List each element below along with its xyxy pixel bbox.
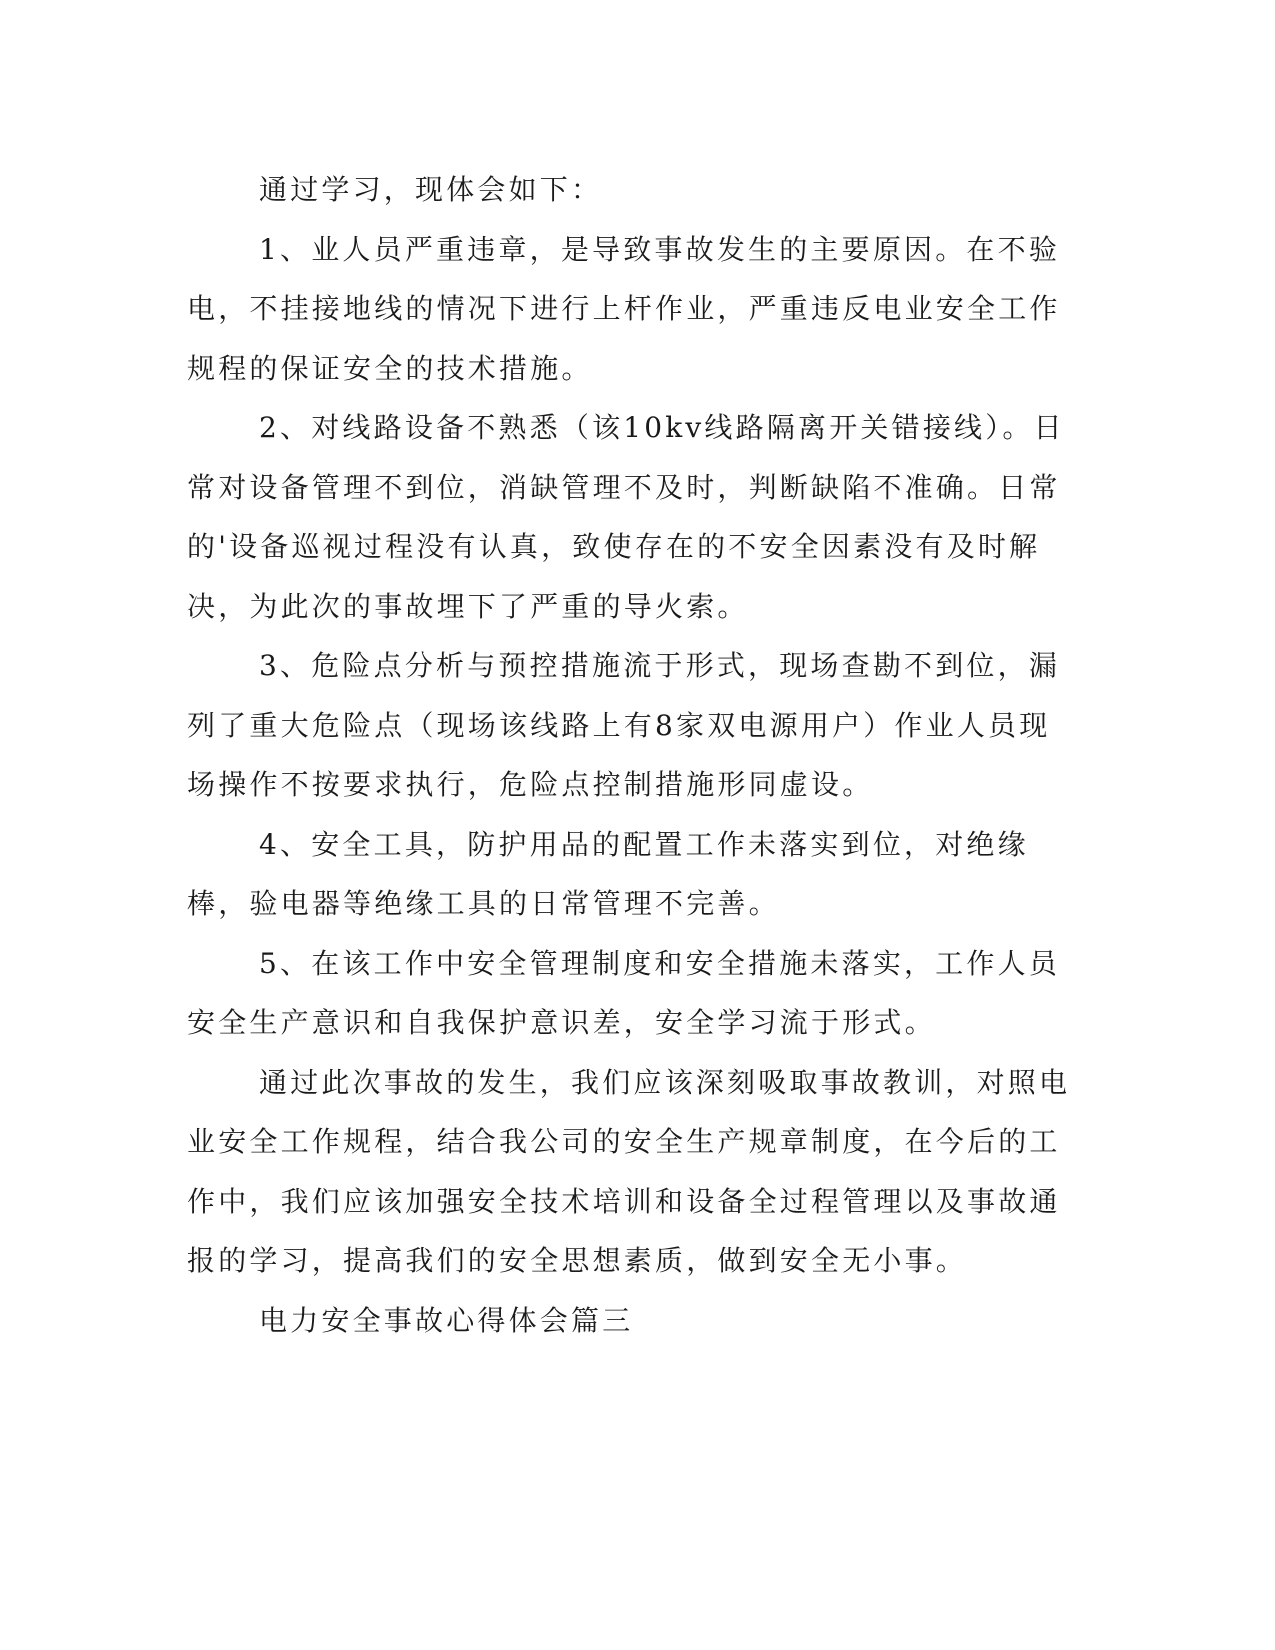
point-4-paragraph: 4、安全工具，防护用品的配置工作未落实到位，对绝缘棒，验电器等绝缘工具的日常管理不完善。 — [187, 827, 1029, 920]
point-3-paragraph: 3、危险点分析与预控措施流于形式，现场查勘不到位，漏列了重大危险点（现场该线路上有8家双电源用户）作业人员现场操作不按要求执行，危险点控制措施形同虚设。 — [187, 649, 1061, 801]
point-2-paragraph: 2、对线路设备不熟悉（该10kv线路隔离开关错接线）。日常对设备管理不到位，消缺管理不及时，判断缺陷不准确。日常的'设备巡视过程没有认真，致使存在的不安全因素没有及时解决，为此次的事故埋下了严重的导火索。 — [187, 411, 1065, 623]
point-5-paragraph: 5、在该工作中安全管理制度和安全措施未落实，工作人员安全生产意识和自我保护意识差，安全学习流于形式。 — [187, 946, 1061, 1039]
intro-paragraph: 通过学习，现体会如下： — [259, 173, 603, 206]
conclusion-paragraph: 通过此次事故的发生，我们应该深刻吸取事故教训，对照电业安全工作规程，结合我公司的安全生产规章制度，在今后的工作中，我们应该加强安全技术培训和设备全过程管理以及事故通报的学习，提高我们的安全思想素质，做到安全无小事。 — [187, 1065, 1071, 1277]
section-heading: 电力安全事故心得体会篇三 — [259, 1303, 634, 1337]
point-1-paragraph: 1、业人员严重违章，是导致事故发生的主要原因。在不验电，不挂接地线的情况下进行上杆作业，严重违反电业安全工作规程的保证安全的技术措施。 — [187, 232, 1061, 385]
document-body — [187, 160, 1072, 1350]
